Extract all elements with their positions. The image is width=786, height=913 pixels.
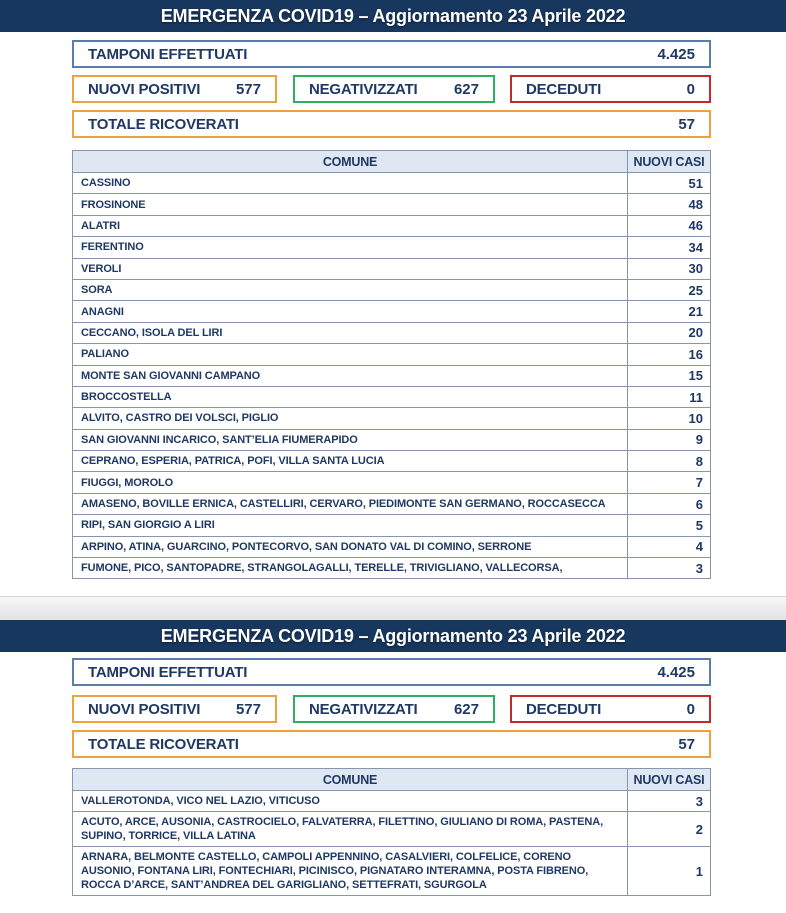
casi-cell: 46 (628, 215, 711, 236)
comune-cell: SAN GIOVANNI INCARICO, SANT’ELIA FIUMERAPIDO (73, 429, 628, 450)
nuovi-casi-column-header: NUOVI CASI (628, 769, 711, 791)
ricoverati-box-2 (72, 730, 711, 758)
comuni-table-1 (72, 150, 711, 579)
casi-cell: 9 (628, 429, 711, 450)
comune-cell: AMASENO, BOVILLE ERNICA, CASTELLIRI, CERVARO, PIEDIMONTE SAN GERMANO, ROCCASECCA (73, 493, 628, 514)
table-row (73, 408, 711, 429)
casi-cell: 7 (628, 472, 711, 493)
negativizzati-label: NEGATIVIZZATI (309, 80, 418, 98)
bulletin-header-2 (0, 620, 786, 652)
comune-cell: CEPRANO, ESPERIA, PATRICA, POFI, VILLA SANTA LUCIA (73, 451, 628, 472)
negativizzati-box (293, 75, 495, 103)
casi-cell: 30 (628, 258, 711, 279)
casi-cell: 11 (628, 386, 711, 407)
table-row (73, 386, 711, 407)
ricoverati-label: TOTALE RICOVERATI (88, 115, 239, 133)
casi-cell: 16 (628, 344, 711, 365)
comune-cell: ARPINO, ATINA, GUARCINO, PONTECORVO, SAN DONATO VAL DI COMINO, SERRONE (73, 536, 628, 557)
comune-cell: ANAGNI (73, 301, 628, 322)
casi-cell: 4 (628, 536, 711, 557)
table-row (73, 493, 711, 514)
table-row (73, 279, 711, 300)
casi-cell: 15 (628, 365, 711, 386)
tamponi-value-2: 4.425 (657, 663, 695, 681)
casi-cell: 8 (628, 451, 711, 472)
deceduti-label-2: DECEDUTI (526, 700, 602, 718)
comune-cell: FERENTINO (73, 237, 628, 258)
table-row (73, 791, 711, 812)
table-row (73, 515, 711, 536)
ricoverati-box (72, 110, 711, 138)
comune-column-header: COMUNE (73, 151, 628, 173)
comune-cell: ALVITO, CASTRO DEI VOLSCI, PIGLIO (73, 408, 628, 429)
casi-cell: 2 (628, 812, 711, 847)
tamponi-value: 4.425 (657, 45, 695, 63)
table-row (73, 365, 711, 386)
casi-cell: 3 (628, 558, 711, 579)
card-1-content (72, 40, 711, 579)
table-row (73, 558, 711, 579)
nuovi-positivi-box (72, 75, 277, 103)
table-row (73, 301, 711, 322)
comune-cell: CASSINO (73, 173, 628, 194)
table-row (73, 847, 711, 896)
table-row (73, 429, 711, 450)
comune-column-header: COMUNE (73, 769, 628, 791)
comune-cell: MONTE SAN GIOVANNI CAMPANO (73, 365, 628, 386)
ricoverati-value: 57 (678, 115, 695, 133)
casi-cell: 20 (628, 322, 711, 343)
negativizzati-box-2 (293, 695, 495, 723)
deceduti-box-2 (510, 695, 711, 723)
casi-cell: 48 (628, 194, 711, 215)
table-row (73, 215, 711, 236)
table-row (73, 451, 711, 472)
nuovi-positivi-label-2: NUOVI POSITIVI (88, 700, 201, 718)
ricoverati-label-2: TOTALE RICOVERATI (88, 735, 239, 753)
table-row (73, 812, 711, 847)
nuovi-positivi-box-2 (72, 695, 277, 723)
nuovi-positivi-label: NUOVI POSITIVI (88, 80, 201, 98)
comune-cell: VALLEROTONDA, VICO NEL LAZIO, VITICUSO (73, 791, 628, 812)
summary-box-row-2 (72, 695, 711, 723)
table-row (73, 237, 711, 258)
casi-cell: 34 (628, 237, 711, 258)
comune-cell: RIPI, SAN GIORGIO A LIRI (73, 515, 628, 536)
comune-cell: PALIANO (73, 344, 628, 365)
comune-cell: ALATRI (73, 215, 628, 236)
deceduti-value-2: 0 (686, 700, 695, 718)
nuovi-positivi-value-2: 577 (235, 700, 261, 718)
table-row (73, 472, 711, 493)
comuni-table-2 (72, 768, 711, 896)
comune-cell: FROSINONE (73, 194, 628, 215)
casi-cell: 10 (628, 408, 711, 429)
nuovi-casi-column-header: NUOVI CASI (628, 151, 711, 173)
table-header-row (73, 151, 711, 173)
tamponi-box-2 (72, 658, 711, 686)
table-header-row (73, 769, 711, 791)
casi-cell: 3 (628, 791, 711, 812)
casi-cell: 1 (628, 847, 711, 896)
casi-cell: 51 (628, 173, 711, 194)
table-row (73, 194, 711, 215)
nuovi-positivi-value: 577 (235, 80, 261, 98)
table-row (73, 258, 711, 279)
tamponi-box (72, 40, 711, 68)
card-2-content (72, 658, 711, 896)
comune-cell: ARNARA, BELMONTE CASTELLO, CAMPOLI APPENNINO, CASALVIERI, COLFELICE, CORENO AUSONIO, FONTANA LIRI, FONTECHIARI, PICINISCO, PIGNATARO INTERAMNA, POSTA FIBRENO, ROCCA D’ARCE, SANT’ANDREA DEL GARIGLIANO, SETTEFRATI, SGURGOLA (73, 847, 628, 896)
comune-cell: BROCCOSTELLA (73, 386, 628, 407)
table-row (73, 536, 711, 557)
comune-cell: CECCANO, ISOLA DEL LIRI (73, 322, 628, 343)
casi-cell: 5 (628, 515, 711, 536)
comune-cell: FIUGGI, MOROLO (73, 472, 628, 493)
negativizzati-value: 627 (453, 80, 479, 98)
ricoverati-value-2: 57 (678, 735, 695, 753)
table-row (73, 322, 711, 343)
bulletin-title-2: EMERGENZA COVID19 – Aggiornamento 23 Aprile 2022 (160, 625, 626, 646)
tamponi-label-2: TAMPONI EFFETTUATI (88, 663, 248, 681)
table-row (73, 173, 711, 194)
comune-cell: SORA (73, 279, 628, 300)
deceduti-box (510, 75, 711, 103)
deceduti-label: DECEDUTI (526, 80, 602, 98)
summary-box-row (72, 75, 711, 103)
comune-cell: ACUTO, ARCE, AUSONIA, CASTROCIELO, FALVATERRA, FILETTINO, GIULIANO DI ROMA, PASTENA, SUPINO, TORRICE, VILLA LATINA (73, 812, 628, 847)
deceduti-value: 0 (686, 80, 695, 98)
comune-cell: VEROLI (73, 258, 628, 279)
negativizzati-value-2: 627 (453, 700, 479, 718)
bulletin-header-1 (0, 0, 786, 32)
tamponi-label: TAMPONI EFFETTUATI (88, 45, 248, 63)
casi-cell: 6 (628, 493, 711, 514)
negativizzati-label-2: NEGATIVIZZATI (309, 700, 418, 718)
cards-separator (0, 596, 786, 620)
comune-cell: FUMONE, PICO, SANTOPADRE, STRANGOLAGALLI, TERELLE, TRIVIGLIANO, VALLECORSA, (73, 558, 628, 579)
table-row (73, 344, 711, 365)
bulletin-title: EMERGENZA COVID19 – Aggiornamento 23 Aprile 2022 (160, 5, 626, 26)
casi-cell: 25 (628, 279, 711, 300)
casi-cell: 21 (628, 301, 711, 322)
